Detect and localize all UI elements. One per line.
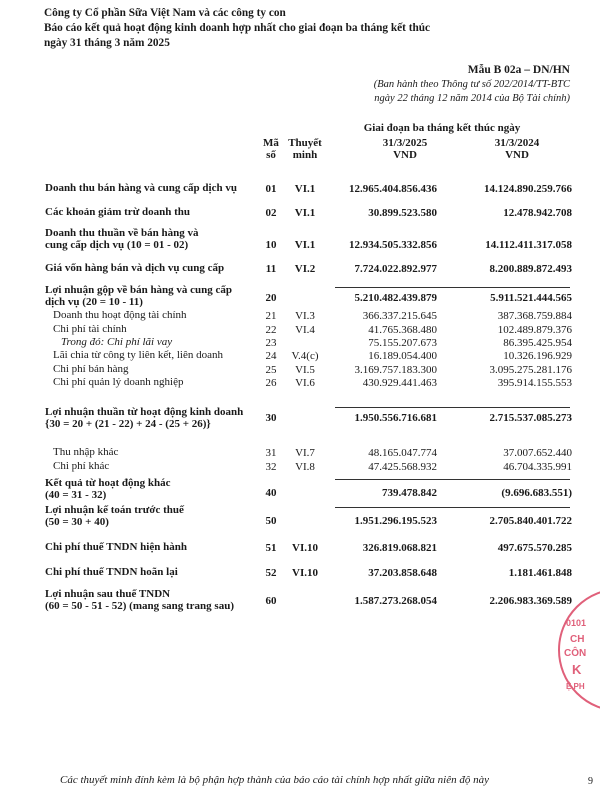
- col-period-header: Giai đoạn ba tháng kết thúc ngày: [363, 122, 521, 134]
- row-label: Lợi nhuận gộp về bán hàng và cung cấp dịch vụ (20 = 10 - 11): [45, 284, 233, 308]
- row-label: Thu nhập khác: [53, 446, 119, 458]
- row-label: Các khoản giảm trừ doanh thu: [45, 206, 191, 218]
- row-code: 24: [265, 350, 277, 362]
- row-code: 31: [265, 447, 277, 459]
- row-label: Trong đó: Chi phí lãi vay: [61, 336, 173, 348]
- issued-line-1: (Ban hành theo Thông tư số 202/2014/TT-BTC: [373, 79, 570, 90]
- row-value-2025: 3.169.757.183.300: [354, 364, 437, 376]
- row-value-2024: 395.914.155.553: [497, 377, 572, 389]
- row-label: Doanh thu hoạt động tài chính: [53, 309, 187, 321]
- row-value-2025: 366.337.215.645: [362, 310, 437, 322]
- row-value-2025: 326.819.068.821: [362, 542, 437, 554]
- row-value-2024: 497.675.570.285: [497, 542, 572, 554]
- row-code: 01: [265, 183, 277, 195]
- row-label: Chi phí tài chính: [53, 323, 127, 335]
- row-code: 23: [265, 337, 277, 349]
- row-value-2024: 2.206.983.369.589: [489, 595, 572, 607]
- row-value-2024: 3.095.275.281.176: [489, 364, 572, 376]
- col-2025-header: 31/3/2025 VND: [382, 137, 428, 161]
- row-value-2024: 14.124.890.259.766: [484, 183, 572, 195]
- row-note: VI.2: [294, 263, 316, 275]
- row-value-2025: 12.965.404.856.436: [349, 183, 437, 195]
- row-value-2024: 102.489.879.376: [497, 324, 572, 336]
- row-value-2024: 10.326.196.929: [503, 350, 572, 362]
- row-value-2024: 387.368.759.884: [497, 310, 572, 322]
- row-value-2024: 5.911.521.444.565: [490, 292, 572, 304]
- row-note: VI.10: [292, 567, 318, 579]
- row-value-2025: 41.765.368.480: [368, 324, 437, 336]
- issued-line-2: ngày 22 tháng 12 năm 2014 của Bộ Tài chính): [374, 93, 570, 104]
- row-code: 22: [265, 324, 277, 336]
- subtotal-rule: [445, 287, 570, 288]
- row-label: Chi phí khác: [53, 460, 110, 472]
- row-value-2024: 46.704.335.991: [503, 461, 572, 473]
- row-label: Chi phí bán hàng: [53, 363, 129, 375]
- row-label: Kết quả từ hoạt động khác (40 = 31 - 32): [45, 477, 171, 501]
- row-value-2025: 47.425.568.932: [368, 461, 437, 473]
- subtotal-rule: [445, 507, 570, 508]
- form-code: Mẫu B 02a – DN/HN: [467, 64, 570, 76]
- row-label: Chi phí quản lý doanh nghiệp: [53, 376, 184, 388]
- row-value-2025: 5.210.482.439.879: [354, 292, 437, 304]
- row-value-2025: 16.189.054.400: [368, 350, 437, 362]
- row-value-2025: 430.929.441.463: [362, 377, 437, 389]
- row-value-2025: 1.951.296.195.523: [354, 515, 437, 527]
- col-code-header: Mã số: [263, 137, 279, 161]
- row-code: 30: [265, 412, 277, 424]
- row-value-2025: 1.587.273.268.054: [354, 595, 437, 607]
- row-code: 10: [265, 239, 277, 251]
- row-note: VI.6: [295, 377, 315, 389]
- row-note: VI.7: [295, 447, 315, 459]
- row-label: Lợi nhuận sau thuế TNDN (60 = 50 - 51 - 52) (mang sang trang sau): [45, 588, 234, 612]
- row-code: 40: [265, 487, 277, 499]
- row-note: VI.5: [295, 364, 315, 376]
- row-value-2025: 30.899.523.580: [368, 207, 437, 219]
- row-value-2024: 8.200.889.872.493: [489, 263, 572, 275]
- subtotal-rule: [445, 479, 570, 480]
- row-code: 52: [265, 567, 277, 579]
- row-value-2024: 2.705.840.401.722: [489, 515, 572, 527]
- row-note: VI.8: [295, 461, 315, 473]
- row-value-2025: 37.203.858.648: [368, 567, 437, 579]
- row-code: 11: [265, 263, 277, 275]
- row-value-2024: 37.007.652.440: [503, 447, 572, 459]
- page-number: 9: [588, 776, 593, 787]
- report-title: Báo cáo kết quả hoạt động kinh doanh hợp nhất cho giai đoạn ba tháng kết thúc: [44, 22, 431, 34]
- row-label: Chi phí thuế TNDN hoãn lại: [45, 566, 178, 578]
- col-note-header: Thuyết minh: [288, 137, 322, 161]
- row-value-2024: 2.715.537.085.273: [489, 412, 572, 424]
- row-note: VI.1: [294, 239, 316, 251]
- row-code: 21: [265, 310, 277, 322]
- footer-note: Các thuyết minh đính kèm là bộ phận hợp thành của báo cáo tài chính hợp nhất giữa niên độ này: [60, 774, 489, 786]
- row-code: 51: [265, 542, 277, 554]
- row-note: VI.1: [294, 183, 316, 195]
- row-label: Doanh thu bán hàng và cung cấp dịch vụ: [45, 182, 237, 194]
- row-code: 26: [265, 377, 277, 389]
- row-label: Doanh thu thuần về bán hàng và cung cấp dịch vụ (10 = 01 - 02): [45, 227, 199, 251]
- report-date: ngày 31 tháng 3 năm 2025: [44, 37, 170, 49]
- row-label: Lợi nhuận thuần từ hoạt động kinh doanh {30 = 20 + (21 - 22) + 24 - (25 + 26)}: [45, 406, 244, 430]
- row-label: Giá vốn hàng bán và dịch vụ cung cấp: [45, 262, 225, 274]
- row-value-2025: 75.155.207.673: [368, 337, 437, 349]
- row-note: VI.3: [295, 310, 315, 322]
- row-label: Lãi chia từ công ty liên kết, liên doanh: [53, 349, 223, 361]
- row-code: 20: [265, 292, 277, 304]
- row-label: Chi phí thuế TNDN hiện hành: [45, 541, 187, 553]
- row-code: 25: [265, 364, 277, 376]
- row-label: Lợi nhuận kế toán trước thuế (50 = 30 + 40): [45, 504, 184, 528]
- row-code: 50: [265, 515, 277, 527]
- row-code: 32: [265, 461, 277, 473]
- row-code: 60: [265, 595, 277, 607]
- row-value-2025: 1.950.556.716.681: [354, 412, 437, 424]
- row-value-2025: 48.165.047.774: [368, 447, 437, 459]
- row-value-2025: 7.724.022.892.977: [354, 263, 437, 275]
- row-value-2024: 86.395.425.954: [503, 337, 572, 349]
- company-name: Công ty Cổ phần Sữa Việt Nam và các công ty con: [44, 7, 286, 19]
- row-value-2025: 739.478.842: [382, 487, 437, 499]
- row-value-2024: (9.696.683.551): [501, 487, 572, 499]
- row-note: VI.4: [295, 324, 315, 336]
- row-code: 02: [265, 207, 277, 219]
- col-2024-header: 31/3/2024 VND: [494, 137, 540, 161]
- row-value-2024: 14.112.411.317.058: [485, 239, 572, 251]
- row-note: V.4(c): [291, 350, 319, 362]
- subtotal-rule: [445, 407, 570, 408]
- row-value-2024: 12.478.942.708: [503, 207, 572, 219]
- red-stamp: 0101 CH CÔN K Ệ PH: [558, 588, 600, 712]
- row-value-2024: 1.181.461.848: [508, 567, 572, 579]
- row-note: VI.1: [294, 207, 316, 219]
- row-value-2025: 12.934.505.332.856: [349, 239, 437, 251]
- row-note: VI.10: [292, 542, 318, 554]
